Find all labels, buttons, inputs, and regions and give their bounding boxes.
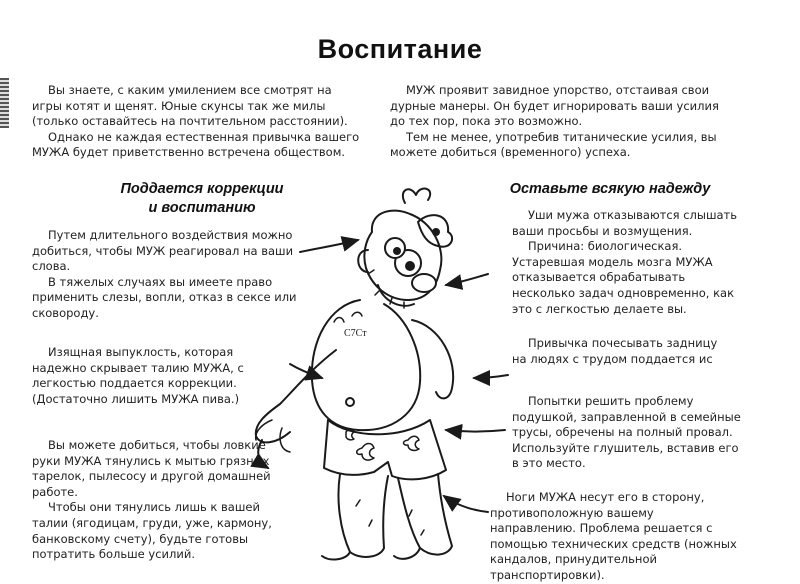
left-block-paragraph: Изящная выпуклость, которая надежно скрывает талию МУЖА, с легкостью поддается коррекции. (Достаточно лишить МУЖА пива.) [32, 345, 244, 406]
intro-right-paragraph: Тем не менее, употребив титанические усилия, вы можете добиться (временного) успеха. [390, 129, 717, 160]
left-block-paragraph: Вы можете добиться, чтобы ловкие руки МУЖА тянулись к мытью грязных тарелок, пылесосу и другой домашней работе. [32, 438, 271, 499]
right-block-paragraph: Ноги МУЖА несут его в сторону, противоположную вашему направлению. Проблема решается с помощью технических средств (ножных кандалов, принудительной транспортировки). [490, 490, 737, 582]
right-block-paragraph: Уши мужа отказываются слышать ваши просьбы и возмущения. [512, 208, 738, 238]
intro-left-paragraph: Вы знаете, с каким умилением все смотрят на игры котят и щенят. Юные скунсы так же милы (только оставайтесь на почтительном расстоянии). [32, 83, 348, 129]
intro-left-paragraph: Однако не каждая естественная привычка вашего МУЖА будет приветственно встречена обществом. [32, 129, 360, 160]
right-block-paragraph: Причина: биологическая. Устаревшая модель мозга МУЖА отказывается обрабатывать несколько задач одновременно, как это с легкостью делаете вы. [512, 239, 735, 316]
page-title: Воспитание [317, 34, 483, 64]
intro-right-paragraph: МУЖ проявит завидное упорство, отстаивая свои дурные манеры. Он будет игнорировать ваши усилия до тех пор, пока это возможно. [390, 83, 719, 129]
right-heading: Оставьте всякую надежду [509, 181, 711, 197]
left-heading-line: Поддается коррекции [120, 181, 284, 197]
left-block-paragraph: В тяжелых случаях вы имеете право применить слезы, вопли, отказ в сексе или сковороду. [32, 274, 297, 320]
left-block-paragraph: Путем длительного воздействия можно добиться, чтобы МУЖ реагировал на ваши слова. [32, 228, 294, 274]
right-block-paragraph: Привычка почесывать задницу на людях с трудом поддается ис [512, 336, 718, 366]
left-block-paragraph: Чтобы они тянулись лишь к вашей талии (ягодицам, груди, уже, кармону, банковскому счету), будьте готовы потратить больше усилий. [32, 500, 272, 562]
right-block-paragraph: Попытки решить проблему подушкой, заправленной в семейные трусы, обречены на полный провал. Используйте глушитель, вставив его в это место. [512, 394, 741, 471]
left-heading-line: и воспитанию [148, 200, 256, 216]
chest-scribble: С7Ст [344, 328, 367, 339]
